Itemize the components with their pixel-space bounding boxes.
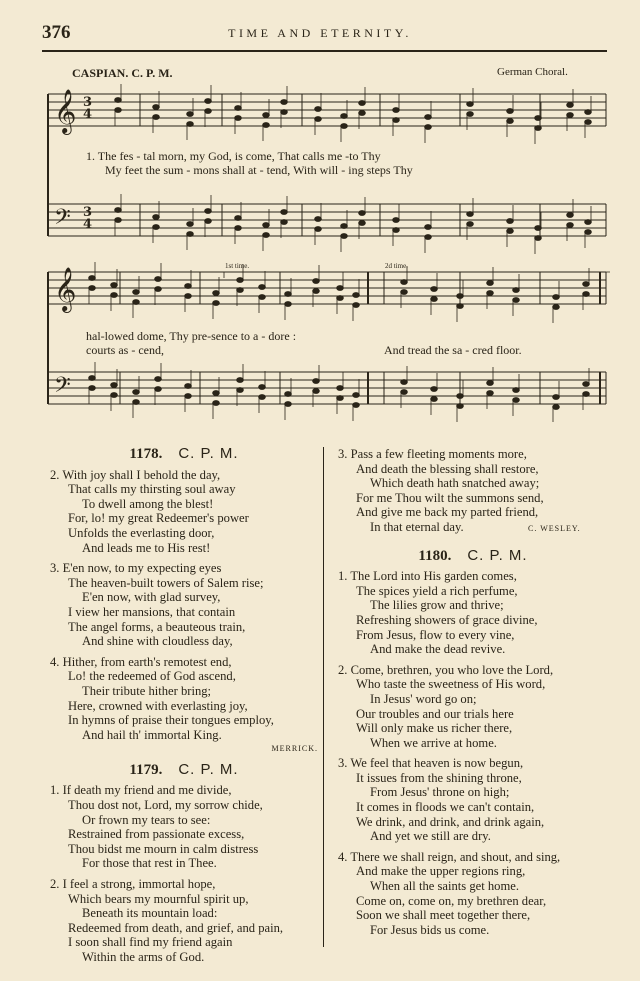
note-head [89, 376, 96, 381]
note-head [585, 110, 592, 115]
note-head [313, 289, 320, 294]
note-head [583, 392, 590, 397]
note-head [353, 393, 360, 398]
note-head [187, 122, 194, 127]
note-head [507, 119, 514, 124]
note-head [259, 395, 266, 400]
note-head [315, 107, 322, 112]
note-head [425, 225, 432, 230]
note-head [205, 109, 212, 114]
note-head [185, 294, 192, 299]
note-head [513, 398, 520, 403]
verse-line: 2. With joy shall I behold the day, [50, 467, 221, 482]
verse-line: 1. If death my friend and me divide, [50, 783, 232, 798]
note-head [341, 224, 348, 229]
clefs [54, 89, 76, 403]
note-head [263, 233, 270, 238]
note-head [205, 219, 212, 224]
note-head [187, 112, 194, 117]
note-head [567, 223, 574, 228]
verse-line: 3. E'en now, to my expecting eyes [50, 561, 222, 576]
first-time-label: 1st time. [225, 262, 250, 270]
note-head [341, 114, 348, 119]
note-head [431, 397, 438, 402]
verse-line: When we arrive at home. [370, 735, 497, 750]
volta-labels [225, 262, 408, 270]
note-head [89, 286, 96, 291]
note-head [337, 396, 344, 401]
verse-line: Thou dost not, Lord, my sorrow chide, [68, 798, 263, 813]
note-head [205, 209, 212, 214]
verse-line: It issues from the shining throne, [356, 770, 522, 785]
note-head [401, 390, 408, 395]
note-head [393, 218, 400, 223]
verse-line: Their tribute hither bring; [82, 683, 212, 698]
hymn-meter: C. P. M. [178, 760, 239, 778]
note-head [111, 383, 118, 388]
note-head [513, 388, 520, 393]
note-head [431, 287, 438, 292]
note-head [359, 111, 366, 116]
note-head [237, 388, 244, 393]
verse-line: To dwell among the blest! [82, 496, 214, 511]
note-head [425, 115, 432, 120]
note-head [111, 283, 118, 288]
note-head [467, 212, 474, 217]
lyric-line2-verse1: hal-lowed dome, Thy pre-sence to a - dore : [86, 329, 297, 343]
note-head [285, 302, 292, 307]
note-head [393, 228, 400, 233]
note-head [155, 287, 162, 292]
verse-line: Come on, come on, my brethren dear, [356, 893, 547, 908]
note-head [133, 390, 140, 395]
note-head [553, 395, 560, 400]
note-head [111, 393, 118, 398]
left-column [50, 447, 318, 971]
note-head [457, 394, 464, 399]
note-head [425, 235, 432, 240]
notes [89, 84, 592, 422]
note-head [187, 232, 194, 237]
note-head [235, 216, 242, 221]
verse-line: Unfolds the everlasting door, [68, 525, 215, 540]
note-head [393, 108, 400, 113]
stanza [338, 756, 608, 844]
note-head [263, 113, 270, 118]
note-head [467, 102, 474, 107]
note-head [341, 234, 348, 239]
note-head [359, 101, 366, 106]
verse-line: And make the dead revive. [370, 642, 506, 657]
note-head [401, 380, 408, 385]
verse-line: 3. Pass a few fleeting moments more, [338, 447, 527, 461]
note-head [353, 293, 360, 298]
verse-line: In Jesus' word go on; [370, 691, 477, 706]
note-head [467, 222, 474, 227]
verse-line: Soon we shall meet together there, [356, 908, 531, 923]
note-head [353, 403, 360, 408]
note-head [567, 103, 574, 108]
note-head [359, 221, 366, 226]
note-head [487, 281, 494, 286]
verse-line: And hail th' immortal King. [82, 727, 222, 742]
note-head [281, 210, 288, 215]
verse-line: 4. Hither, from earth's remotest end, [50, 654, 232, 669]
note-head [425, 125, 432, 130]
verse-line: 1. The Lord into His garden comes, [338, 569, 517, 584]
note-head [153, 105, 160, 110]
time-sig-top-2: 3 [83, 205, 93, 220]
verse-line: Beneath its mountain load: [82, 906, 218, 921]
note-head [213, 391, 220, 396]
note-head [313, 379, 320, 384]
stanza [338, 569, 608, 657]
note-head [585, 230, 592, 235]
verse-line: Restrained from passionate excess, [68, 827, 245, 842]
note-head [313, 279, 320, 284]
note-head [315, 217, 322, 222]
verse-line: 3. We feel that heaven is now begun, [338, 756, 524, 771]
note-head [155, 377, 162, 382]
note-head [507, 229, 514, 234]
verse-line: Here, crowned with everlasting joy, [68, 698, 248, 713]
note-head [133, 300, 140, 305]
verse-line: Refreshing showers of grace divine, [356, 612, 538, 627]
note-head [393, 118, 400, 123]
composer: German Choral. [497, 66, 568, 78]
verse-line: 4. There we shall reign, and shout, and sing, [338, 849, 561, 864]
time-sig-bottom-1: 4 [83, 107, 93, 122]
note-head [285, 392, 292, 397]
page-number: 376 [42, 22, 71, 43]
stanza [338, 850, 608, 938]
note-head [353, 303, 360, 308]
stanza [50, 561, 318, 649]
note-head [115, 208, 122, 213]
note-head [337, 386, 344, 391]
note-head [153, 225, 160, 230]
time-sig-top-1: 3 [83, 95, 93, 110]
note-head [341, 124, 348, 129]
music-score [40, 82, 610, 422]
note-head [401, 280, 408, 285]
verse-line: Lo! the redeemed of God ascend, [68, 669, 236, 684]
note-head [213, 401, 220, 406]
hymn-heading [50, 447, 318, 462]
verse-line: The heaven-built towers of Salem rise; [68, 575, 264, 590]
note-head [535, 126, 542, 131]
volta-brackets [224, 272, 610, 278]
note-head [553, 305, 560, 310]
note-head [337, 286, 344, 291]
note-head [337, 296, 344, 301]
note-head [115, 218, 122, 223]
note-head [487, 381, 494, 386]
note-head [457, 404, 464, 409]
verse-line: That calls my thirsting soul away [68, 482, 236, 497]
note-head [185, 284, 192, 289]
note-head [153, 215, 160, 220]
note-head [259, 385, 266, 390]
note-head [535, 236, 542, 241]
note-head [89, 386, 96, 391]
verse-line: It comes in floods we can't contain, [356, 800, 535, 815]
verse-line: When all the saints get home. [370, 879, 519, 894]
stanza [50, 655, 318, 743]
verse-line: Redeemed from death, and grief, and pain, [68, 920, 284, 935]
hymn-heading [50, 760, 318, 778]
note-head [583, 292, 590, 297]
note-head [457, 304, 464, 309]
note-head [263, 123, 270, 128]
hymn-meter: C. P. M. [178, 445, 239, 462]
treble-clef: 𝄞 [54, 89, 77, 133]
note-head [111, 293, 118, 298]
note-head [431, 297, 438, 302]
hymn-number: 1179. [129, 761, 163, 778]
note-head [185, 394, 192, 399]
note-head [553, 405, 560, 410]
verse-line: Which death hath snatched away; [370, 476, 540, 491]
hymn-number: 1180. [418, 547, 452, 564]
note-head [213, 291, 220, 296]
bass-clef: 𝄢 [54, 205, 71, 235]
note-head [401, 290, 408, 295]
note-head [583, 382, 590, 387]
time-sig-bottom-2: 4 [83, 217, 93, 232]
note-head [187, 222, 194, 227]
note-head [467, 112, 474, 117]
note-head [585, 120, 592, 125]
note-head [457, 294, 464, 299]
note-head [237, 378, 244, 383]
bass-clef: 𝄢 [54, 373, 71, 403]
verse-line: And make the upper regions ring, [356, 864, 526, 879]
note-head [583, 282, 590, 287]
verse-line: I view her mansions, that contain [68, 604, 236, 619]
note-head [431, 387, 438, 392]
note-head [285, 292, 292, 297]
note-head [259, 295, 266, 300]
note-head [155, 387, 162, 392]
note-head [153, 115, 160, 120]
stanza [50, 783, 318, 871]
lyric-line2-verse2a: courts as - cend, [86, 343, 164, 357]
verse-line: The lilies grow and thrive; [370, 598, 504, 613]
note-head [315, 227, 322, 232]
stanza [338, 663, 608, 751]
treble-clef: 𝄞 [54, 267, 77, 311]
verse-line: For, lo! my great Redeemer's power [68, 511, 249, 526]
note-head [155, 277, 162, 282]
verse-line: And yet we still are dry. [370, 829, 491, 844]
note-head [315, 117, 322, 122]
verse-line: Will only make us richer there, [356, 721, 513, 736]
column-divider [323, 447, 324, 947]
author: MERRICK. [271, 744, 318, 754]
note-head [281, 110, 288, 115]
verse-line: For Jesus bids us come. [370, 922, 490, 937]
verse-line: The angel forms, a beauteous train, [68, 619, 246, 634]
second-time-label: 2d time. [385, 262, 408, 270]
verse-line: Or frown my tears to see: [82, 812, 211, 827]
note-head [513, 288, 520, 293]
verse-line: In that eternal day. [370, 519, 464, 534]
note-head [235, 106, 242, 111]
verse-line: 2. I feel a strong, immortal hope, [50, 877, 216, 892]
lyric-line1-verse2: My feet the sum - mons shall at - tend, With will - ing steps Thy [105, 163, 413, 177]
verse-line: From Jesus, flow to every vine, [356, 627, 515, 642]
note-head [133, 400, 140, 405]
note-head [487, 291, 494, 296]
note-head [237, 278, 244, 283]
note-head [235, 116, 242, 121]
verse-line: Who taste the sweetness of His word, [356, 677, 546, 692]
stanza [50, 877, 318, 965]
note-head [507, 109, 514, 114]
note-head [507, 219, 514, 224]
note-head [487, 391, 494, 396]
verse-line: For those that rest in Thee. [82, 856, 217, 871]
note-head [535, 116, 542, 121]
running-title: TIME AND ETERNITY. [228, 26, 412, 40]
note-head [115, 108, 122, 113]
verse-line: From Jesus' throne on high; [370, 785, 510, 800]
verse-line: The spices yield a rich perfume, [356, 583, 518, 598]
note-head [535, 226, 542, 231]
lyric-line1-verse1: 1. The fes - tal morn, my God, is come, That calls me -to Thy [86, 149, 381, 163]
hymn-heading [338, 546, 608, 564]
note-head [553, 295, 560, 300]
note-head [567, 213, 574, 218]
note-head [235, 226, 242, 231]
verse-line: Our troubles and our trials here [356, 706, 514, 721]
verse-line: In hymns of praise their tongues employ, [68, 713, 274, 728]
tune-name: CASPIAN. C. P. M. [72, 66, 173, 80]
lyric-line2-verse2b: And tread the sa - cred floor. [384, 343, 522, 357]
verse-line: E'en now, with glad survey, [82, 590, 221, 605]
verse-line: For me Thou wilt the summons send, [356, 490, 544, 505]
right-column [338, 447, 608, 943]
verse-line: 2. Come, brethren, you who love the Lord, [338, 662, 554, 677]
hymn-number: 1178. [129, 446, 163, 462]
note-head [281, 220, 288, 225]
note-head [133, 290, 140, 295]
verse-line: And give me back my parted friend, [356, 505, 539, 520]
note-head [185, 384, 192, 389]
note-head [285, 402, 292, 407]
verse-line: And shine with cloudless day, [82, 634, 233, 649]
note-head [259, 285, 266, 290]
note-head [513, 298, 520, 303]
note-head [237, 288, 244, 293]
note-head [115, 98, 122, 103]
hymn-meter: C. P. M. [467, 546, 528, 564]
stanza [50, 468, 318, 556]
author: C. WESLEY. [528, 523, 581, 533]
note-head [281, 100, 288, 105]
note-head [585, 220, 592, 225]
verse-line: I soon shall find my friend again [68, 935, 233, 950]
note-head [89, 276, 96, 281]
note-head [359, 211, 366, 216]
note-head [205, 99, 212, 104]
verse-line-wrap [338, 520, 608, 535]
verse-line: And death the blessing shall restore, [356, 461, 539, 476]
note-head [263, 223, 270, 228]
stanza [338, 447, 608, 535]
verse-line: Which bears my mournful spirit up, [68, 891, 249, 906]
verse-line: Within the arms of God. [82, 950, 205, 964]
header-rule [42, 50, 607, 52]
note-head [313, 389, 320, 394]
verse-line: And leads me to His rest! [82, 540, 211, 555]
verse-line: We drink, and drink, and drink again, [356, 814, 545, 829]
note-head [567, 113, 574, 118]
note-head [213, 301, 220, 306]
verse-line: Thou bidst me mourn in calm distress [68, 841, 259, 856]
